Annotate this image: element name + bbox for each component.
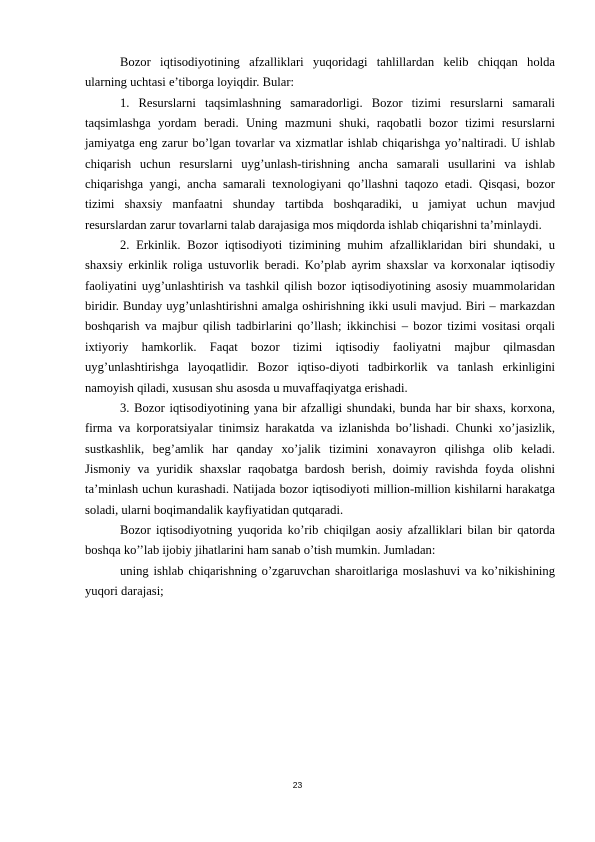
paragraph-resource-efficiency: 1. Resurslarni taqsimlashning samaradorligi. Bozor tizimi resurslarni samarali taqsimlashga yordam beradi. Uning mazmuni shuki, raqobatli bozor tizimi resurslarni jamiyatga eng zarur bo’lgan tovarlar va xizmatlar ishlab chiqarishga yo’naltiradi. U ishlab chiqarish uchun resurslarni uyg’unlash-tirishning ancha samarali usullarini va ishlab chiqarishga yangi, ancha samarali texnologiyani qo’llashni taqozo etadi. Qisqasi, bozor tizimi shaxsiy manfaatni shunday tartibda boshqaradiki, u jamiyat uchun mavjud resurslardan zarur tovarlarni talab darajasiga mos miqdorda ishlab chiqarishni ta’minlaydi. [85,95,555,232]
document-body [85,52,555,601]
paragraph-freedom: 2. Erkinlik. Bozor iqtisodiyoti tizimining muhim afzalliklaridan biri shundaki, u shaxsiy erkinlik roliga ustuvorlik beradi. Ko’plab ayrim shaxslar va korxonalar iqtisodiy faoliyatini uyg’unlashtirish va tashkil qilish bozor iqtisodiyotining asosiy muammolaridan biridir. Bunday uyg’unlashtirishni amalga oshirishning ikki usuli mavjud. Biri – markazdan boshqarish va majbur qilish tadbirlarini qo’llash; ikkinchisi – bozor tizimi vositasi orqali ixtiyoriy hamkorlik. Faqat bozor tizimi iqtisodiy faoliyatni majbur qilmasdan uyg’unlashtirishga layoqatlidir. Bozor iqtiso-diyoti tadbirkorlik va tanlash erkinligini namoyish qiladi, xususan shu asosda u muvaffaqiyatga erishadi. [85,238,555,395]
page-number: 23 [292,780,303,790]
paragraph-adaptation: uning ishlab chiqarishning o’zgaruvchan sharoitlariga moslashuvi va ko’nikishining yuqori darajasi; [85,563,555,598]
paragraph-intro: Bozor iqtisodiyotining afzalliklari yuqoridagi tahlillardan kelib chiqqan holda ularning uchtasi e’tiborga loyiqdir. Bular: [85,55,555,90]
paragraph-third-advantage: 3. Bozor iqtisodiyotining yana bir afzalligi shundaki, bunda har bir shaxs, korxona, firma va korporatsiyalar tinimsiz harakatda va izlanishda bo’lishadi. Chunki xo’jasizlik, sustkashlik, beg’amlik har qanday xo’jalik tizimini xonavayron qilishga olib keladi. Jismoniy va yuridik shaxslar raqobatga bardosh berish, doimiy ravishda foyda olishni ta’minlash uchun kurashadi. Natijada bozor iqtisodiyoti million-million kishilarni harakatga soladi, ularni boqimandalik kayfiyatidan qutqaradi. [85,400,555,517]
paragraph-other-aspects: Bozor iqtisodiyotning yuqorida ko’rib chiqilgan aosiy afzalliklari bilan bir qatorda boshqa ko’’lab ijobiy jihatlarini ham sanab o’tish mumkin. Jumladan: [85,522,555,558]
